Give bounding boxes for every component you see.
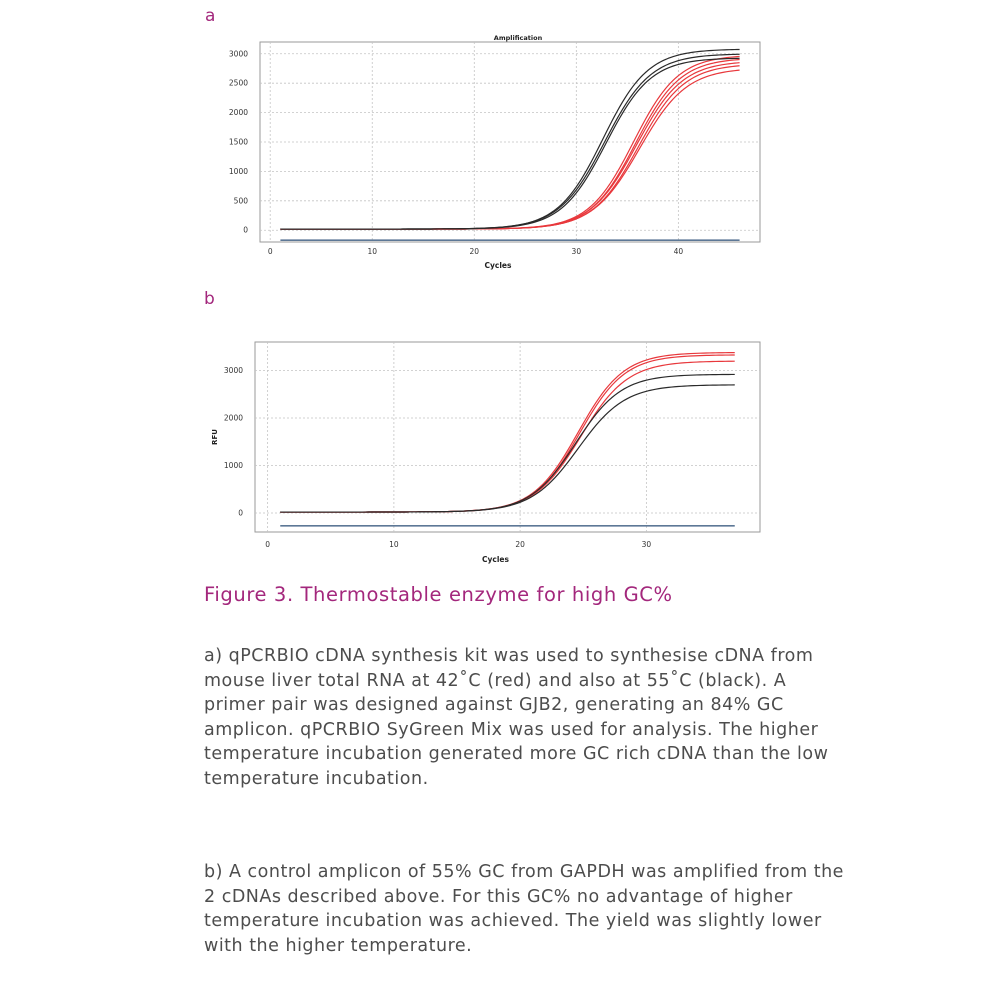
y-tick-label: 2000	[228, 108, 248, 118]
y-tick-label: 1500	[228, 137, 248, 147]
y-tick-label: 0	[243, 225, 248, 235]
y-tick-label: 3000	[228, 49, 248, 59]
x-tick-label: 30	[571, 247, 582, 256]
x-tick-label: 30	[641, 540, 652, 549]
y-tick-label: 500	[233, 196, 248, 206]
y-tick-label: 2000	[223, 413, 243, 423]
chart-title: Amplification	[493, 34, 543, 42]
y-tick-label: 3000	[223, 366, 243, 375]
y-tick-label: 0	[238, 508, 243, 518]
panel-a-label: a	[205, 6, 216, 26]
x-axis-label: Cycles	[484, 261, 512, 270]
figure-title: Figure 3. Thermostable enzyme for high GC%	[204, 583, 673, 606]
x-axis-label: Cycles	[482, 555, 509, 564]
x-tick-label: 0	[267, 247, 273, 256]
amplification-chart-a	[210, 30, 770, 280]
y-tick-label: 1000	[223, 461, 243, 470]
y-tick-label: 1000	[228, 166, 248, 176]
x-tick-label: 10	[389, 540, 399, 549]
caption-paragraph-b: b) A control amplicon of 55% GC from GAPDH was amplified from the 2 cDNAs described above. For this GC% no advantage of higher temperature incubation was achieved. The yield was slightly lower with the higher temperature.	[204, 862, 844, 956]
x-tick-label: 20	[515, 540, 525, 549]
x-tick-label: 0	[265, 540, 271, 549]
y-axis-label: RFU	[211, 429, 219, 445]
panel-b-label: b	[204, 289, 215, 309]
x-tick-label: 40	[673, 247, 684, 256]
caption-paragraph-a: a) qPCRBIO cDNA synthesis kit was used to synthesise cDNA from mouse liver total RNA at 42˚C (red) and also at 55˚C (black). A primer pair was designed against GJB2, generating an 84% GC amplicon. qPCRBIO SyGreen Mix was used for analysis. The higher temperature incubation generated more GC rich cDNA than the low temperature incubation.	[204, 646, 829, 789]
x-tick-label: 10	[367, 247, 378, 256]
chart-svg	[210, 30, 770, 280]
y-tick-label: 2500	[228, 78, 248, 88]
x-tick-label: 20	[469, 247, 480, 256]
chart-svg	[205, 325, 770, 570]
amplification-chart-b	[205, 325, 770, 570]
